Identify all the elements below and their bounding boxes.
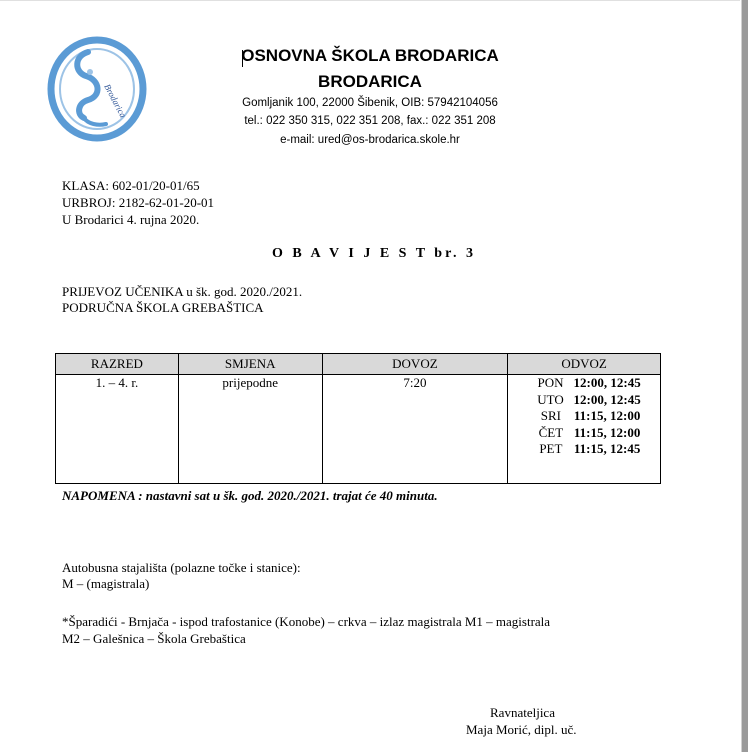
subtitle-transport: PRIJEVOZ UČENIKA u šk. god. 2020./2021. — [62, 284, 303, 299]
subtitle-school: PODRUČNA ŠKOLA GREBAŠTICA — [62, 300, 264, 315]
route-line-2: M2 – Galešnica – Škola Grebaštica — [62, 631, 246, 646]
odvoz-day: SRI — [540, 408, 561, 423]
school-phones: tel.: 022 350 315, 022 351 208, fax.: 022 351 208 — [244, 115, 496, 127]
odvoz-times: 11:15, 12:00 — [573, 424, 641, 440]
cell-razred: 1. – 4. r. — [56, 375, 179, 484]
stops-legend: M – (magistrala) — [62, 576, 150, 591]
odvoz-line — [508, 441, 660, 458]
odvoz-day: PON — [537, 375, 564, 390]
page-top-border — [0, 0, 740, 1]
header-razred: RAZRED — [56, 354, 179, 375]
odvoz-day: ČET — [538, 424, 564, 440]
cell-dovoz: 7:20 — [322, 375, 508, 484]
odvoz-times: 11:15, 12:00 — [573, 408, 641, 423]
signature-name: Maja Morić, dipl. uč. — [466, 722, 577, 737]
stops-heading: Autobusna stajališta (polazne točke i stanice): — [62, 560, 301, 575]
odvoz-day: UTO — [537, 391, 564, 407]
scrollbar[interactable] — [742, 0, 748, 752]
table-row — [56, 375, 661, 484]
odvoz-line — [508, 425, 660, 442]
odvoz-line — [508, 392, 660, 409]
header-smjena: SMJENA — [178, 354, 322, 375]
note: NAPOMENA : nastavni sat u šk. god. 2020./2021. trajat će 40 minuta. — [62, 488, 438, 503]
document-title: O B A V I J E S T br. 3 — [271, 246, 477, 261]
school-email: e-mail: ured@os-brodarica.skole.hr — [280, 134, 460, 146]
klasa: KLASA: 602-01/20-01/65 — [62, 178, 200, 193]
school-address: Gomljanik 100, 22000 Šibenik, OIB: 57942104056 — [242, 97, 498, 109]
svg-text:Brodarica: Brodarica — [102, 82, 129, 120]
school-place: BRODARICA — [318, 72, 422, 91]
odvoz-line — [508, 408, 660, 425]
route-line-1: *Šparadići - Brnjača - ispod trafostanice (Konobe) – crkva – izlaz magistrala M1 – magistrala — [62, 614, 551, 629]
cell-odvoz — [508, 375, 661, 484]
header-odvoz: ODVOZ — [508, 354, 661, 375]
odvoz-line — [508, 375, 660, 392]
schedule-table — [55, 353, 661, 484]
urbroj: URBROJ: 2182-62-01-20-01 — [62, 195, 215, 210]
school-name: OSNOVNA ŠKOLA BRODARICA — [241, 46, 499, 65]
odvoz-times: 11:15, 12:45 — [573, 441, 641, 456]
header-dovoz: DOVOZ — [322, 354, 508, 375]
odvoz-times: 12:00, 12:45 — [573, 391, 641, 407]
odvoz-times: 12:00, 12:45 — [573, 375, 641, 390]
signature-role: Ravnateljica — [490, 705, 555, 720]
document-date: U Brodarici 4. rujna 2020. — [62, 212, 200, 227]
cell-smjena: prijepodne — [178, 375, 322, 484]
table-header-row — [56, 354, 661, 375]
odvoz-day: PET — [539, 441, 563, 456]
school-logo — [44, 34, 154, 142]
